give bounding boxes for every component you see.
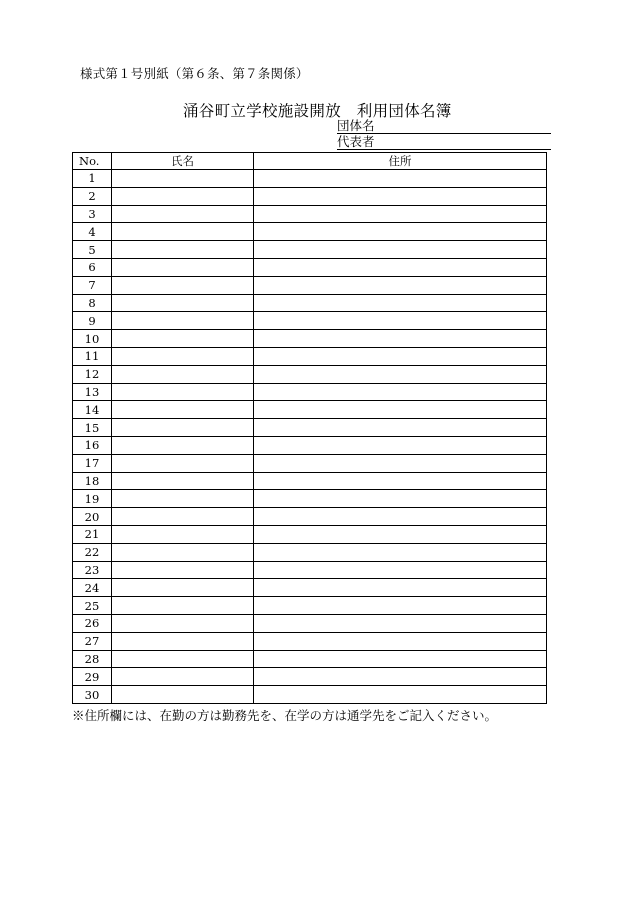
address-cell[interactable] <box>254 579 547 597</box>
address-cell[interactable] <box>254 472 547 490</box>
name-cell[interactable] <box>112 454 254 472</box>
representative-label: 代表者 <box>337 134 375 149</box>
row-number: 28 <box>73 650 112 668</box>
table-row <box>73 436 547 454</box>
name-cell[interactable] <box>112 187 254 205</box>
table-row <box>73 543 547 561</box>
address-cell[interactable] <box>254 383 547 401</box>
row-number: 11 <box>73 347 112 365</box>
row-number: 27 <box>73 632 112 650</box>
address-cell[interactable] <box>254 668 547 686</box>
representative-field[interactable] <box>337 134 551 150</box>
row-number: 30 <box>73 686 112 704</box>
roster-body <box>73 170 547 704</box>
address-cell[interactable] <box>254 241 547 259</box>
form-number: 様式第１号別紙（第６条、第７条関係） <box>80 66 309 81</box>
row-number: 18 <box>73 472 112 490</box>
name-cell[interactable] <box>112 686 254 704</box>
table-row <box>73 525 547 543</box>
table-row <box>73 312 547 330</box>
address-cell[interactable] <box>254 419 547 437</box>
address-cell[interactable] <box>254 632 547 650</box>
name-cell[interactable] <box>112 383 254 401</box>
address-cell[interactable] <box>254 330 547 348</box>
table-row <box>73 632 547 650</box>
address-cell[interactable] <box>254 686 547 704</box>
header-no: No. <box>73 153 112 170</box>
table-row <box>73 383 547 401</box>
table-row <box>73 258 547 276</box>
row-number: 1 <box>73 170 112 188</box>
table-row <box>73 276 547 294</box>
address-cell[interactable] <box>254 365 547 383</box>
name-cell[interactable] <box>112 561 254 579</box>
table-row <box>73 401 547 419</box>
address-cell[interactable] <box>254 597 547 615</box>
address-cell[interactable] <box>254 170 547 188</box>
row-number: 10 <box>73 330 112 348</box>
row-number: 25 <box>73 597 112 615</box>
name-cell[interactable] <box>112 365 254 383</box>
address-cell[interactable] <box>254 258 547 276</box>
table-row <box>73 686 547 704</box>
address-cell[interactable] <box>254 223 547 241</box>
row-number: 13 <box>73 383 112 401</box>
name-cell[interactable] <box>112 294 254 312</box>
row-number: 2 <box>73 187 112 205</box>
name-cell[interactable] <box>112 436 254 454</box>
name-cell[interactable] <box>112 258 254 276</box>
name-cell[interactable] <box>112 330 254 348</box>
address-cell[interactable] <box>254 490 547 508</box>
row-number: 17 <box>73 454 112 472</box>
header-address: 住所 <box>254 153 547 170</box>
address-note: ※住所欄には、在勤の方は勤務先を、在学の方は通学先をご記入ください。 <box>72 708 498 723</box>
address-cell[interactable] <box>254 347 547 365</box>
address-cell[interactable] <box>254 401 547 419</box>
address-cell[interactable] <box>254 543 547 561</box>
address-cell[interactable] <box>254 650 547 668</box>
name-cell[interactable] <box>112 614 254 632</box>
row-number: 5 <box>73 241 112 259</box>
row-number: 8 <box>73 294 112 312</box>
header-name: 氏名 <box>112 153 254 170</box>
address-cell[interactable] <box>254 294 547 312</box>
name-cell[interactable] <box>112 508 254 526</box>
row-number: 6 <box>73 258 112 276</box>
name-cell[interactable] <box>112 650 254 668</box>
row-number: 26 <box>73 614 112 632</box>
table-row <box>73 614 547 632</box>
table-row <box>73 668 547 686</box>
group-name-label: 団体名 <box>337 118 375 133</box>
table-row <box>73 508 547 526</box>
name-cell[interactable] <box>112 543 254 561</box>
row-number: 19 <box>73 490 112 508</box>
row-number: 23 <box>73 561 112 579</box>
row-number: 12 <box>73 365 112 383</box>
name-cell[interactable] <box>112 223 254 241</box>
name-cell[interactable] <box>112 241 254 259</box>
table-row <box>73 330 547 348</box>
address-cell[interactable] <box>254 525 547 543</box>
table-row <box>73 205 547 223</box>
name-cell[interactable] <box>112 170 254 188</box>
address-cell[interactable] <box>254 276 547 294</box>
name-cell[interactable] <box>112 597 254 615</box>
address-cell[interactable] <box>254 187 547 205</box>
name-cell[interactable] <box>112 632 254 650</box>
name-cell[interactable] <box>112 472 254 490</box>
table-header-row <box>73 153 547 170</box>
row-number: 16 <box>73 436 112 454</box>
row-number: 15 <box>73 419 112 437</box>
table-row <box>73 170 547 188</box>
row-number: 20 <box>73 508 112 526</box>
table-row <box>73 454 547 472</box>
table-row <box>73 597 547 615</box>
table-row <box>73 294 547 312</box>
address-cell[interactable] <box>254 508 547 526</box>
address-cell[interactable] <box>254 312 547 330</box>
name-cell[interactable] <box>112 205 254 223</box>
name-cell[interactable] <box>112 579 254 597</box>
row-number: 24 <box>73 579 112 597</box>
row-number: 7 <box>73 276 112 294</box>
table-row <box>73 187 547 205</box>
table-row <box>73 490 547 508</box>
table-row <box>73 347 547 365</box>
member-roster-table <box>72 152 547 704</box>
name-cell[interactable] <box>112 401 254 419</box>
row-number: 4 <box>73 223 112 241</box>
table-row <box>73 472 547 490</box>
address-cell[interactable] <box>254 561 547 579</box>
table-row <box>73 650 547 668</box>
table-row <box>73 365 547 383</box>
name-cell[interactable] <box>112 312 254 330</box>
row-number: 22 <box>73 543 112 561</box>
table-row <box>73 241 547 259</box>
table-row <box>73 223 547 241</box>
address-cell[interactable] <box>254 436 547 454</box>
group-name-field[interactable] <box>337 118 551 134</box>
row-number: 14 <box>73 401 112 419</box>
address-cell[interactable] <box>254 454 547 472</box>
address-cell[interactable] <box>254 614 547 632</box>
name-cell[interactable] <box>112 276 254 294</box>
table-row <box>73 419 547 437</box>
address-cell[interactable] <box>254 205 547 223</box>
name-cell[interactable] <box>112 490 254 508</box>
name-cell[interactable] <box>112 347 254 365</box>
name-cell[interactable] <box>112 668 254 686</box>
row-number: 9 <box>73 312 112 330</box>
row-number: 3 <box>73 205 112 223</box>
row-number: 21 <box>73 525 112 543</box>
row-number: 29 <box>73 668 112 686</box>
table-row <box>73 579 547 597</box>
document-title: 涌谷町立学校施設開放 利用団体名簿 <box>183 102 452 120</box>
name-cell[interactable] <box>112 525 254 543</box>
table-row <box>73 561 547 579</box>
name-cell[interactable] <box>112 419 254 437</box>
